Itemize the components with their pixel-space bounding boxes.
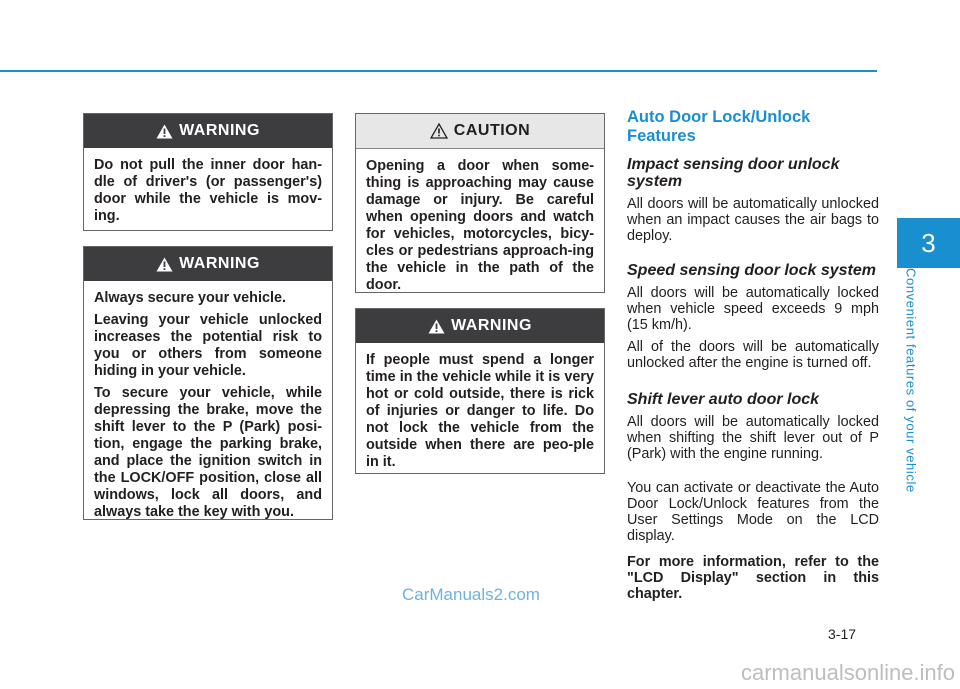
section-title: Auto Door Lock/Unlock Features — [627, 108, 811, 145]
warning-box-secure-vehicle — [83, 246, 333, 520]
user-settings-text: You can activate or deactivate the Auto Door Lock/Unlock features from the User Settings Mode on the LCD display. — [627, 480, 879, 544]
impact-sensing-text: All doors will be automatically unlocked when an impact causes the air bags to deploy. — [627, 196, 879, 244]
page-number: 3-17 — [828, 626, 857, 642]
warning-triangle-icon — [156, 257, 173, 272]
watermark-carmanuals2: CarManuals2.com — [402, 585, 540, 604]
warning-body — [84, 281, 332, 536]
warning-body — [84, 148, 332, 240]
warning-box-door-handle — [83, 113, 333, 231]
warning-text: If people must spend a longer time in the vehicle while it is very hot or cold outside, there is rick of injuries or danger to life. Do not lock the vehicle from the outside when there are peo-ple in it. — [366, 352, 594, 470]
caution-box-opening-door — [355, 113, 605, 293]
warning-text: Do not pull the inner door han-dle of driver's (or passenger's) door while the vehicle is mov-ing. — [94, 157, 322, 224]
warning-header — [84, 114, 332, 148]
caution-text: Opening a door when some-thing is approaching may cause damage or injury. Be careful when opening doors and watch for vehicles, motorcycles, bicy-cles or pedestrians approach-ing the vehicle in the path of the door. — [366, 158, 594, 293]
warning-body — [356, 343, 604, 486]
caution-title: CAUTION — [453, 122, 531, 139]
more-info-text: For more information, refer to the "LCD Display" section in this chapter. — [627, 554, 879, 602]
chapter-title: Convenient features of your vehicle — [903, 268, 919, 493]
chapter-tab — [897, 218, 960, 268]
warning-box-people-inside — [355, 308, 605, 474]
impact-sensing-heading: Impact sensing door unlock system — [627, 156, 840, 190]
warning-triangle-icon — [156, 124, 173, 139]
caution-body — [356, 149, 604, 309]
warning-text: Leaving your vehicle unlocked increases the potential risk to you or others from someone hiding in your vehicle. — [94, 312, 322, 379]
auto-door-lock-section — [627, 108, 879, 608]
caution-header — [356, 114, 604, 149]
speed-sensing-text: All doors will be automatically locked when vehicle speed exceeds 9 mph (15 km/h). — [627, 285, 879, 333]
warning-header — [84, 247, 332, 281]
warning-triangle-icon — [428, 319, 445, 334]
watermark-carmanualsonline: carmanualsonline.info — [741, 660, 956, 685]
warning-title: WARNING — [451, 317, 532, 334]
warning-title: WARNING — [179, 122, 260, 139]
caution-triangle-icon — [430, 123, 448, 139]
warning-text: Always secure your vehicle. — [94, 290, 286, 306]
warning-header — [356, 309, 604, 343]
speed-sensing-heading: Speed sensing door lock system — [627, 262, 876, 279]
speed-sensing-unlock-text: All of the doors will be automatically unlocked after the engine is turned off. — [627, 339, 879, 371]
shift-lever-heading: Shift lever auto door lock — [627, 391, 820, 408]
chapter-number: 3 — [921, 227, 936, 258]
shift-lever-text: All doors will be automatically locked when shifting the shift lever out of P (Park) with the engine running. — [627, 414, 879, 462]
warning-title: WARNING — [179, 255, 260, 272]
header-rule — [0, 70, 877, 72]
warning-text: To secure your vehicle, while depressing the brake, move the shift lever to the P (Park) posi-tion, engage the parking brake, and place the ignition switch in the LOCK/OFF position, close all windows, lock all doors, and always take the key with you. — [94, 385, 322, 520]
